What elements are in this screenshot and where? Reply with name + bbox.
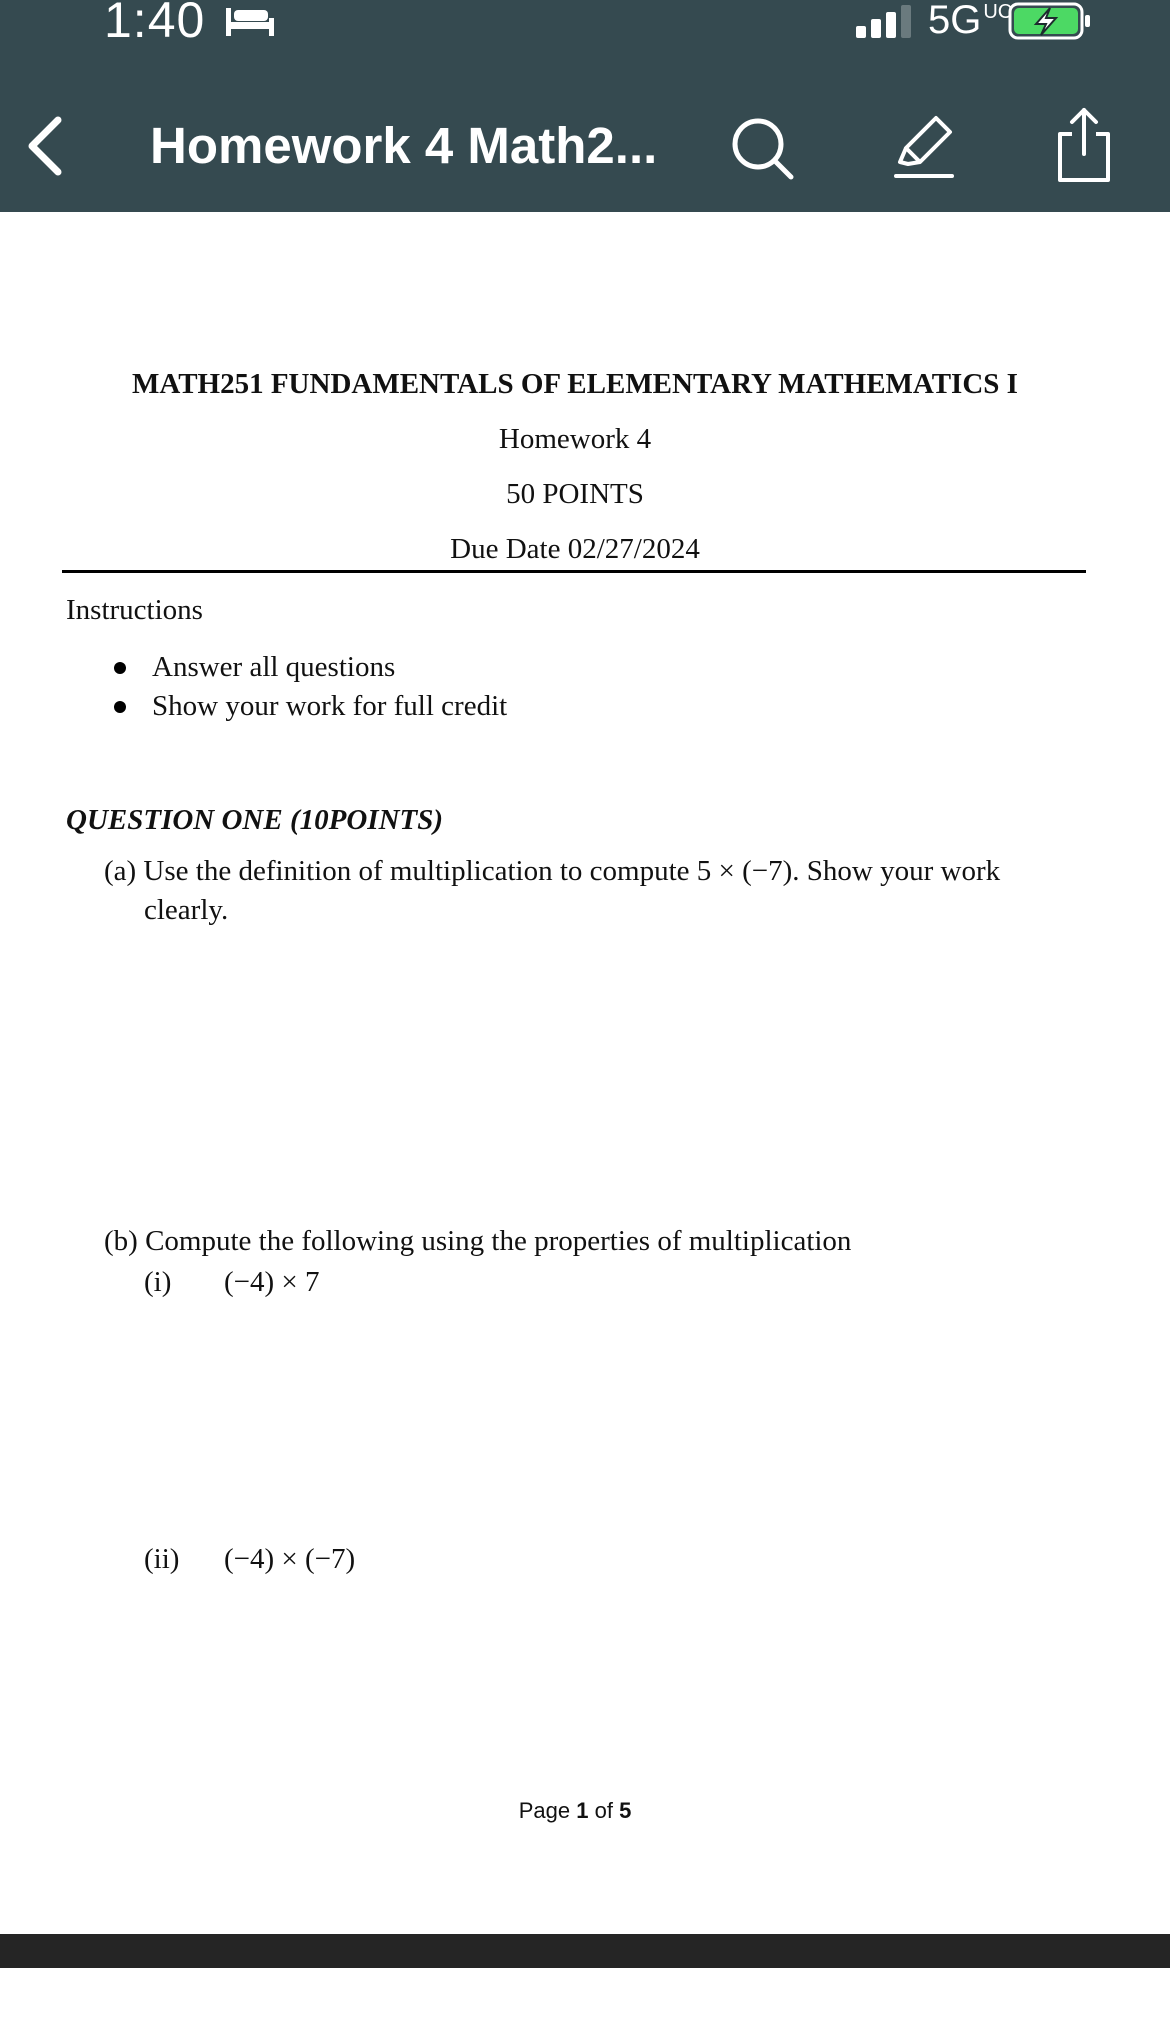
status-time: 1:40 bbox=[104, 0, 206, 48]
pdf-page[interactable] bbox=[0, 212, 1170, 1932]
instructions-label: Instructions bbox=[66, 594, 203, 626]
document-title: Homework 4 Math2... bbox=[150, 117, 658, 174]
network-type: 5G UC bbox=[928, 0, 1013, 42]
part-b: (b) Compute the following using the properties of multiplication bbox=[104, 1225, 852, 1257]
total-points: 50 POINTS bbox=[506, 478, 644, 510]
sub-question-i: (i) (−4) × 7 bbox=[144, 1266, 320, 1298]
homework-number: Homework 4 bbox=[498, 423, 652, 455]
list-item: Show your work for full credit bbox=[110, 687, 507, 726]
cellular-signal-icon bbox=[854, 4, 916, 40]
course-title: MATH251 FUNDAMENTALS OF ELEMENTARY MATHEMATICS I bbox=[132, 368, 1018, 400]
instructions-list bbox=[110, 648, 507, 726]
question-heading: QUESTION ONE (10POINTS) bbox=[66, 804, 444, 836]
sub-question-ii: (ii) (−4) × (−7) bbox=[144, 1543, 356, 1575]
list-item: Answer all questions bbox=[110, 648, 507, 687]
bullet-icon bbox=[114, 701, 126, 713]
header-divider bbox=[62, 570, 1086, 573]
part-a-line1: (a) Use the definition of multiplication to compute 5 × (−7). Show your work bbox=[104, 855, 1001, 887]
share-icon[interactable] bbox=[1052, 104, 1116, 184]
highlighter-icon[interactable] bbox=[892, 112, 956, 182]
sleep-focus-icon bbox=[224, 4, 276, 38]
bullet-icon bbox=[114, 662, 126, 674]
part-a bbox=[104, 852, 1104, 930]
battery-charging-icon bbox=[1008, 2, 1092, 40]
search-icon[interactable] bbox=[728, 114, 796, 182]
page-indicator: Page 1 of 5 bbox=[518, 1798, 632, 1823]
back-chevron-icon[interactable] bbox=[20, 112, 70, 180]
page-separator-bar bbox=[0, 1934, 1170, 1968]
due-date: Due Date 02/27/2024 bbox=[450, 533, 700, 565]
part-a-line2: clearly. bbox=[144, 894, 229, 926]
top-bar bbox=[0, 0, 1170, 212]
